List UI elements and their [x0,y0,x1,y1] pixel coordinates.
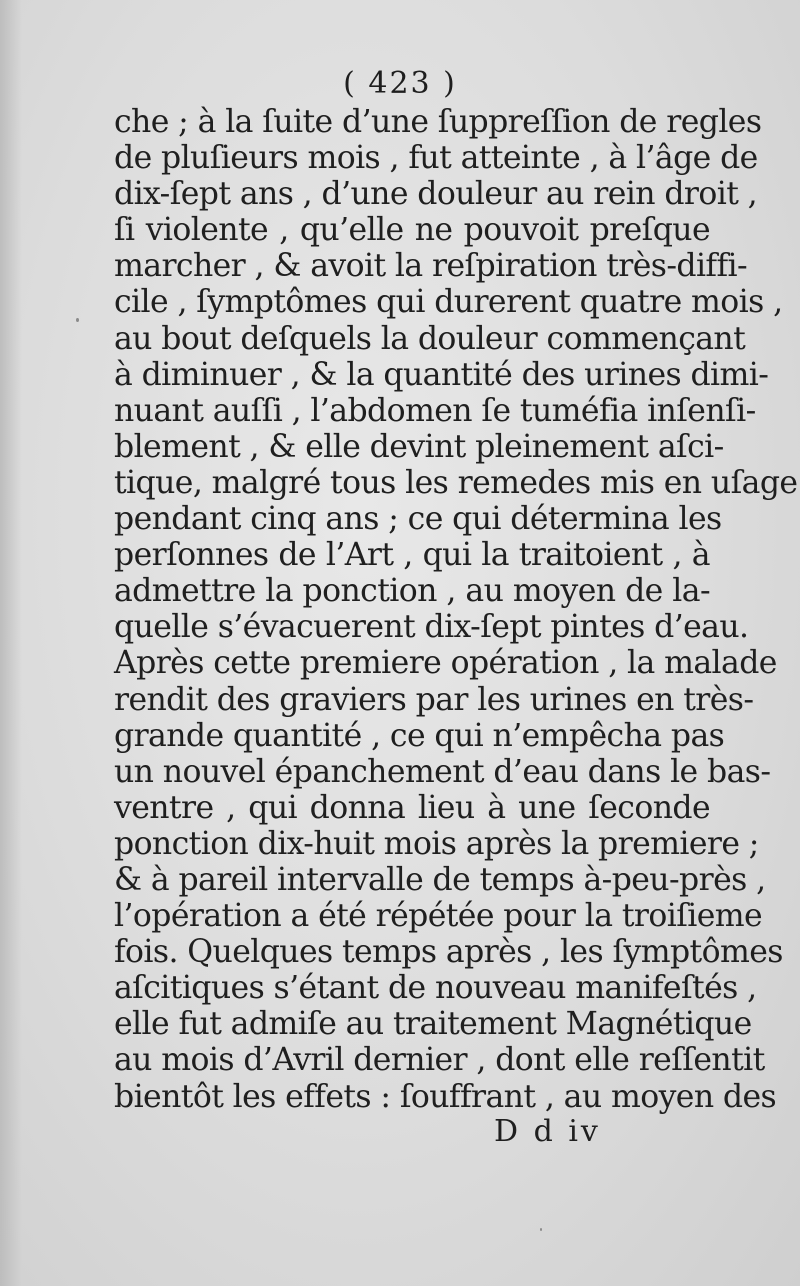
page-number: ( 423 ) [343,66,457,101]
text-line: grande quantité , ce qui n’empêcha pas [114,717,725,754]
text-line: cile , ſymptômes qui durerent quatre mois , [114,284,783,321]
text-line: bientôt les effets : ſouffrant , au moyen des [114,1078,777,1115]
text-line: ſi violente , qu’elle ne pouvoit preſque [114,212,710,249]
text-line: blement , & elle devint pleinement aſci- [114,428,724,465]
text-line: tique, malgré tous les remedes mis en uſage [114,464,798,501]
text-line: elle fut admiſe au traitement Magnétique [114,1006,752,1043]
text-line: ponction dix-huit mois après la premiere ; [114,825,759,862]
text-line: de pluſieurs mois , fut atteinte , à l’âge de [114,140,758,177]
paper-speck [76,318,79,322]
text-line: perſonnes de l’Art , qui la traitoient , à [114,537,710,574]
text-line: che ; à la ſuite d’une ſuppreſſion de regles [114,104,762,140]
body-text [114,104,798,1115]
text-line: l’opération a été répétée pour la troiſieme [114,898,763,935]
text-line: marcher , & avoit la reſpiration très-diffi- [114,248,748,285]
paper-speck [540,1228,542,1231]
text-line: dix-ſept ans , d’une douleur au rein droit , [114,176,758,213]
text-line: quelle s’évacuerent dix-ſept pintes d’eau. [114,609,749,646]
text-line: & à pareil intervalle de temps à-peu-près , [114,861,766,898]
text-line: fois. Quelques temps après , les ſymptômes [114,934,783,971]
page-edge-shadow [0,0,22,1286]
text-line: au mois d’Avril dernier , dont elle reſſentit [114,1042,765,1079]
text-line: admettre la ponction , au moyen de la- [114,573,710,610]
text-line: à diminuer , & la quantité des urines dimi- [114,356,769,393]
text-line: au bout deſquels la douleur commençant [114,320,746,357]
text-line: Après cette premiere opération , la malade [114,645,777,682]
text-line: ventre , qui donna lieu à une ſeconde [114,789,710,826]
text-line: aſcitiques s’étant de nouveau manifeſtés , [114,970,757,1007]
signature-mark: D d iv [494,1114,601,1149]
text-line: pendant cinq ans ; ce qui détermina les [114,501,722,538]
text-line: nuant auſſi , l’abdomen ſe tuméfia inſenſi- [114,392,756,429]
text-line: rendit des graviers par les urines en très- [114,681,754,718]
text-line: un nouvel épanchement d’eau dans le bas- [114,753,771,790]
